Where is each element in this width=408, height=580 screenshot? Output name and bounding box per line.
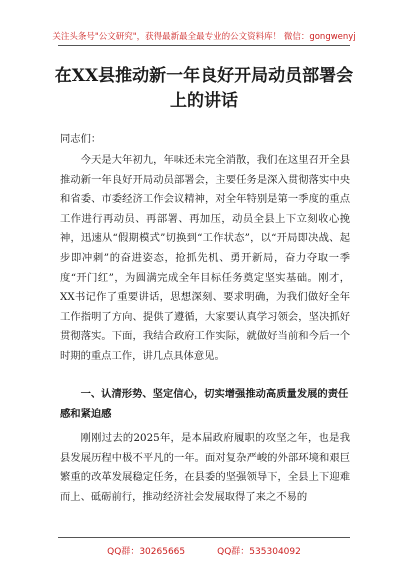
footer-divider bbox=[58, 537, 350, 538]
body-paragraph: 今天是大年初九，年味还未完全消散，我们在这里召开全县推动新一年良好开局动员部署会，主要任务是深入贯彻落实中央和省委、市委经济工作会议精神，对全年特别是第一季度的重点工作进行再动员、再部署、再加压，动员全县上下立刻收心挽神，迅速从“假期模式”切换到“工作状态”，以“开局即决战、起步即冲刺”的奋进姿态，抢抓先机、勇开新局，奋力夺取一季度“开门红”，为圆满完成全年目标任务奠定坚实基础。刚才，XX书记作了重要讲话，思想深刻、要求明确，为我们做好全年工作指明了方向、提供了遵循，大家要认真学习领会，坚决抓好贯彻落实。下面，我结合政府工作实际，就做好当前和今后一个时期的重点工作，讲几点具体意见。 bbox=[60, 154, 350, 362]
document-title: 在XX县推动新一年良好开局动员部署会上的讲话 bbox=[54, 66, 354, 111]
footer bbox=[0, 544, 408, 557]
header-divider bbox=[58, 45, 350, 46]
header-note: 关注头条号"公文研究"，获得最新最全最专业的公文资料库！ 微信：gongwenyj bbox=[52, 32, 356, 42]
section-paragraph: 刚刚过去的2025年，是本届政府履职的攻坚之年，也是我县发展历程中极不平凡的一年。面对复杂严峻的外部环境和艰巨繁重的改革发展稳定任务，在县委的坚强领导下，全县上下迎难而上、砥砺前行，推动经济社会发展取得了来之不易的 bbox=[60, 432, 350, 503]
footer-qq-group-2: QQ群：535304092 bbox=[217, 547, 301, 557]
salutation: 同志们： bbox=[60, 133, 102, 145]
footer-qq-group-1: QQ群：30265665 bbox=[107, 547, 186, 557]
section-heading: 一、认清形势、坚定信心，切实增强推动高质量发展的责任感和紧迫感 bbox=[60, 388, 349, 420]
